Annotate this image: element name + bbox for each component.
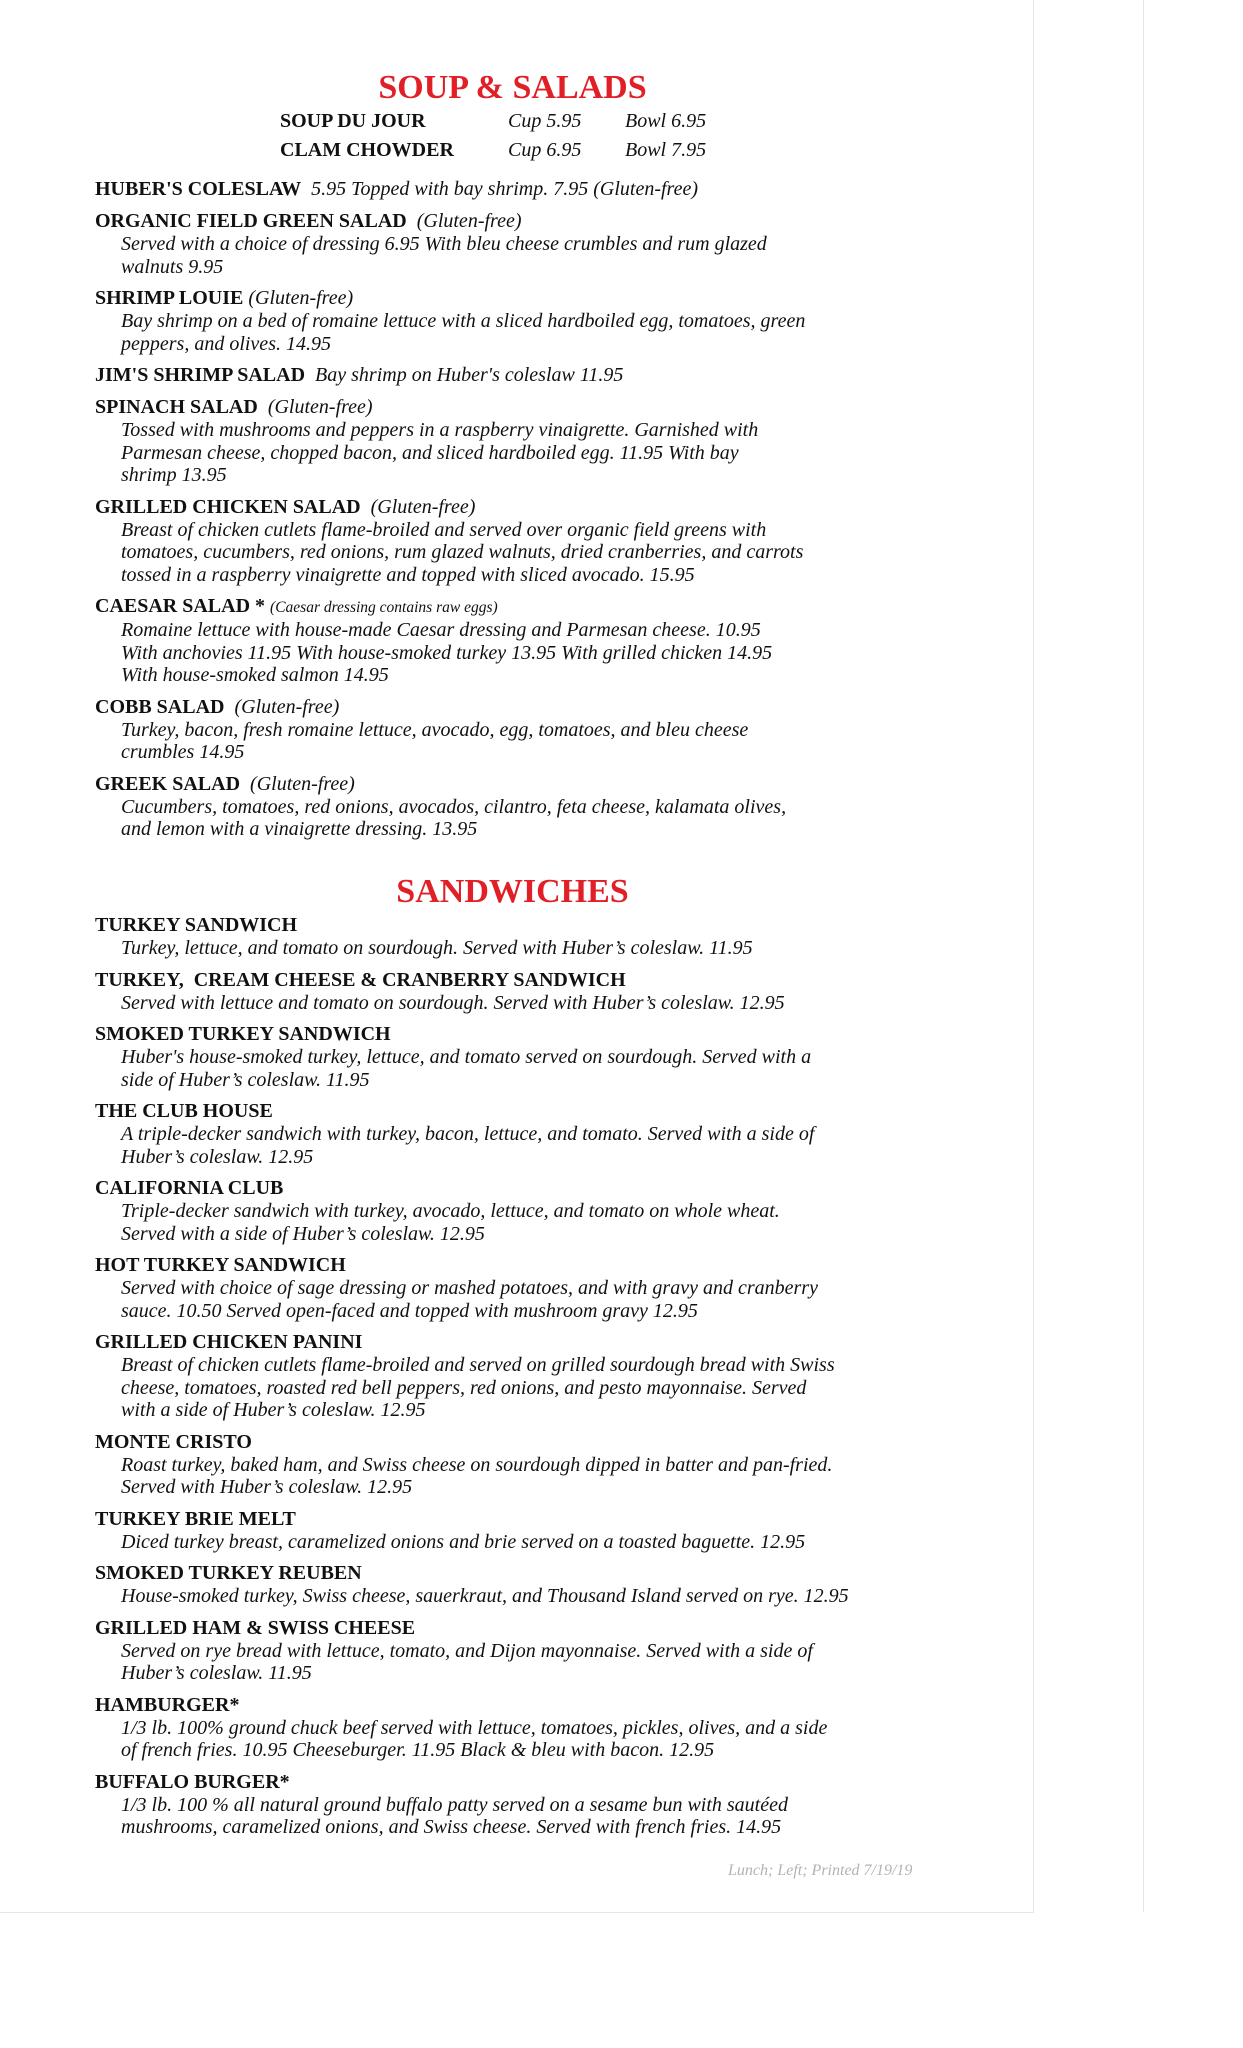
soup-bowl-price: Bowl 6.95 [625, 110, 707, 132]
desc-line: Romaine lettuce with house-made Caesar dressing and Parmesan cheese. 10.95 [121, 619, 761, 641]
menu-item [95, 1331, 941, 1422]
menu-item [95, 210, 941, 278]
item-name: CAESAR SALAD * [95, 595, 266, 617]
menu-item [95, 595, 941, 687]
desc-line: Turkey, lettuce, and tomato on sourdough. Served with Huber’s coleslaw. 11.95 [121, 937, 753, 959]
soup-bowl-price: Bowl 7.95 [625, 139, 707, 161]
menu-item [95, 914, 941, 960]
desc-line: Huber's house-smoked turkey, lettuce, and tomato served on sourdough. Served with a [121, 1046, 812, 1068]
desc-line: 1/3 lb. 100% ground chuck beef served with lettuce, tomatoes, pickles, olives, and a side [121, 1716, 828, 1739]
item-name: CALIFORNIA CLUB [95, 1177, 284, 1199]
menu-item [95, 1254, 941, 1322]
desc-line: of french fries. 10.95 Cheeseburger. 11.95 Black & bleu with bacon. 12.95 [121, 1739, 715, 1761]
item-note: (Gluten-free) [250, 772, 355, 795]
menu-item [95, 1562, 941, 1608]
item-description [95, 937, 941, 960]
item-description [95, 310, 941, 355]
item-description [95, 992, 941, 1015]
item-description [95, 1454, 941, 1499]
desc-line: tomatoes, cucumbers, red onions, rum glazed walnuts, dried cranberries, and carrots [121, 541, 804, 563]
desc-line: Breast of chicken cutlets flame-broiled and served on grilled sourdough bread with Swiss [121, 1354, 835, 1376]
desc-line: House-smoked turkey, Swiss cheese, sauerkraut, and Thousand Island served on rye. 12.95 [121, 1585, 849, 1607]
item-description [95, 519, 941, 587]
desc-line: Bay shrimp on a bed of romaine lettuce with a sliced hardboiled egg, tomatoes, green [121, 310, 806, 332]
menu-item [95, 1023, 941, 1091]
desc-line: With anchovies 11.95 With house-smoked turkey 13.95 With grilled chicken 14.95 [121, 641, 773, 664]
desc-line: Served on rye bread with lettuce, tomato, and Dijon mayonnaise. Served with a side of [121, 1639, 813, 1662]
desc-line: Breast of chicken cutlets flame-broiled and served over organic field greens with [121, 518, 767, 541]
sandwiches-heading: SANDWICHES [396, 873, 629, 910]
item-note: (Caesar dressing contains raw eggs) [270, 599, 498, 616]
soup-name: CLAM CHOWDER [280, 139, 454, 161]
desc-line: Triple-decker sandwich with turkey, avocado, lettuce, and tomato on whole wheat. [121, 1200, 780, 1222]
item-name: TURKEY SANDWICH [95, 914, 298, 936]
item-name: HUBER'S COLESLAW [95, 178, 302, 200]
item-description [95, 719, 941, 764]
desc-line: Served with lettuce and tomato on sourdough. Served with Huber’s coleslaw. 12.95 [121, 991, 785, 1014]
desc-line: A triple-decker sandwich with turkey, bacon, lettuce, and tomato. Served with a side of [121, 1123, 815, 1145]
desc-line: peppers, and olives. 14.95 [121, 332, 331, 355]
item-name: TURKEY, CREAM CHEESE & CRANBERRY SANDWICH [95, 968, 626, 991]
desc-line: 1/3 lb. 100 % all natural ground buffalo patty served on a sesame bun with sautéed [121, 1793, 788, 1816]
desc-line: and lemon with a vinaigrette dressing. 13.95 [121, 818, 478, 840]
desc-line: shrimp 13.95 [121, 464, 227, 486]
salad-list [95, 178, 941, 850]
menu-item [95, 773, 941, 841]
item-note: (Gluten-free) [234, 695, 340, 718]
item-name: GRILLED CHICKEN SALAD [95, 495, 361, 518]
item-description [95, 1200, 941, 1245]
item-name: HOT TURKEY SANDWICH [95, 1254, 346, 1276]
desc-line: Served with choice of sage dressing or mashed potatoes, and with gravy and cranberry [121, 1277, 818, 1299]
sandwich-list [95, 914, 941, 1848]
item-description [95, 796, 941, 841]
item-name: ORGANIC FIELD GREEN SALAD [95, 210, 407, 232]
item-name: MONTE CRISTO [95, 1430, 252, 1453]
item-name: COBB SALAD [95, 695, 225, 718]
item-description [95, 233, 941, 278]
item-name: SMOKED TURKEY SANDWICH [95, 1023, 391, 1045]
item-note: (Gluten-free) [267, 396, 373, 418]
item-description [95, 419, 941, 487]
item-description [95, 619, 941, 687]
item-description [95, 1531, 941, 1554]
desc-line: Huber’s coleslaw. 11.95 [121, 1662, 312, 1684]
menu-item [95, 1177, 941, 1245]
item-name: JIM'S SHRIMP SALAD [95, 364, 306, 386]
desc-line: walnuts 9.95 [121, 255, 224, 278]
desc-line: Served with a choice of dressing 6.95 With bleu cheese crumbles and rum glazed [121, 233, 767, 255]
item-name: HAMBURGER* [95, 1693, 240, 1716]
print-footer: Lunch; Left; Printed 7/19/19 [728, 1862, 913, 1879]
item-name: GREEK SALAD [95, 772, 241, 795]
item-description [95, 1046, 941, 1091]
desc-line: side of Huber’s coleslaw. 11.95 [121, 1068, 370, 1091]
item-description [95, 1277, 941, 1322]
desc-line: Tossed with mushrooms and peppers in a raspberry vinaigrette. Garnished with [121, 419, 759, 441]
item-name: SMOKED TURKEY REUBEN [95, 1562, 362, 1584]
item-note: (Gluten-free) [416, 210, 522, 232]
desc-line: with a side of Huber’s coleslaw. 12.95 [121, 1399, 426, 1421]
item-description [95, 1585, 941, 1608]
item-name: BUFFALO BURGER* [95, 1770, 290, 1793]
menu-item [95, 1771, 941, 1839]
item-name: TURKEY BRIE MELT [95, 1507, 296, 1530]
menu-item [95, 287, 941, 355]
desc-line: Huber’s coleslaw. 12.95 [121, 1145, 314, 1168]
menu-item [95, 696, 941, 764]
menu-item [95, 178, 941, 201]
menu-item [95, 496, 941, 587]
desc-line: crumbles 14.95 [121, 741, 245, 763]
menu-item [95, 1431, 941, 1499]
menu-item [95, 969, 941, 1015]
desc-line: Served with Huber’s coleslaw. 12.95 [121, 1476, 413, 1498]
desc-line: With house-smoked salmon 14.95 [121, 664, 389, 686]
item-description [95, 1354, 941, 1422]
page-gutter [1033, 0, 1144, 1912]
menu-item [95, 364, 941, 387]
item-description [95, 1794, 941, 1839]
desc-line: Cucumbers, tomatoes, red onions, avocados, cilantro, feta cheese, kalamata olives, [121, 795, 787, 818]
item-name: SHRIMP LOUIE [95, 287, 244, 309]
desc-line: Diced turkey breast, caramelized onions and brie served on a toasted baguette. 12.95 [121, 1530, 806, 1553]
menu-item [95, 1100, 941, 1168]
menu-item [95, 1694, 941, 1762]
desc-line: cheese, tomatoes, roasted red bell peppers, red onions, and pesto mayonnaise. Served [121, 1376, 807, 1399]
desc-line: Parmesan cheese, chopped bacon, and sliced hardboiled egg. 11.95 With bay [121, 441, 739, 464]
desc-line: tossed in a raspberry vinaigrette and topped with sliced avocado. 15.95 [121, 563, 695, 586]
desc-line: Served with a side of Huber’s coleslaw. 12.95 [121, 1222, 485, 1245]
item-name: THE CLUB HOUSE [95, 1100, 273, 1122]
soup-name: SOUP DU JOUR [280, 110, 426, 132]
soup-salads-heading: SOUP & SALADS [378, 69, 647, 106]
soup-cup-price: Cup 6.95 [508, 139, 582, 161]
menu-item [95, 396, 941, 487]
item-description [95, 1640, 941, 1685]
item-description [95, 1717, 941, 1762]
desc-line: sauce. 10.50 Served open-faced and topped with mushroom gravy 12.95 [121, 1299, 698, 1322]
item-note: (Gluten-free) [248, 287, 354, 309]
item-inline-desc: Bay shrimp on Huber's coleslaw 11.95 [315, 364, 624, 386]
menu-item [95, 1508, 941, 1554]
item-name: GRILLED HAM & SWISS CHEESE [95, 1616, 416, 1639]
desc-line: mushrooms, caramelized onions, and Swiss cheese. Served with french fries. 14.95 [121, 1816, 782, 1838]
item-description [95, 1123, 941, 1168]
desc-line: Turkey, bacon, fresh romaine lettuce, avocado, egg, tomatoes, and bleu cheese [121, 718, 749, 741]
soup-cup-price: Cup 5.95 [508, 110, 582, 132]
desc-line: Roast turkey, baked ham, and Swiss cheese on sourdough dipped in batter and pan-fried. [121, 1453, 833, 1476]
menu-item [95, 1617, 941, 1685]
item-name: SPINACH SALAD [95, 396, 258, 418]
item-note: (Gluten-free) [370, 495, 476, 518]
item-inline-desc: 5.95 Topped with bay shrimp. 7.95 (Gluten-free) [311, 178, 698, 200]
item-name: GRILLED CHICKEN PANINI [95, 1331, 363, 1353]
